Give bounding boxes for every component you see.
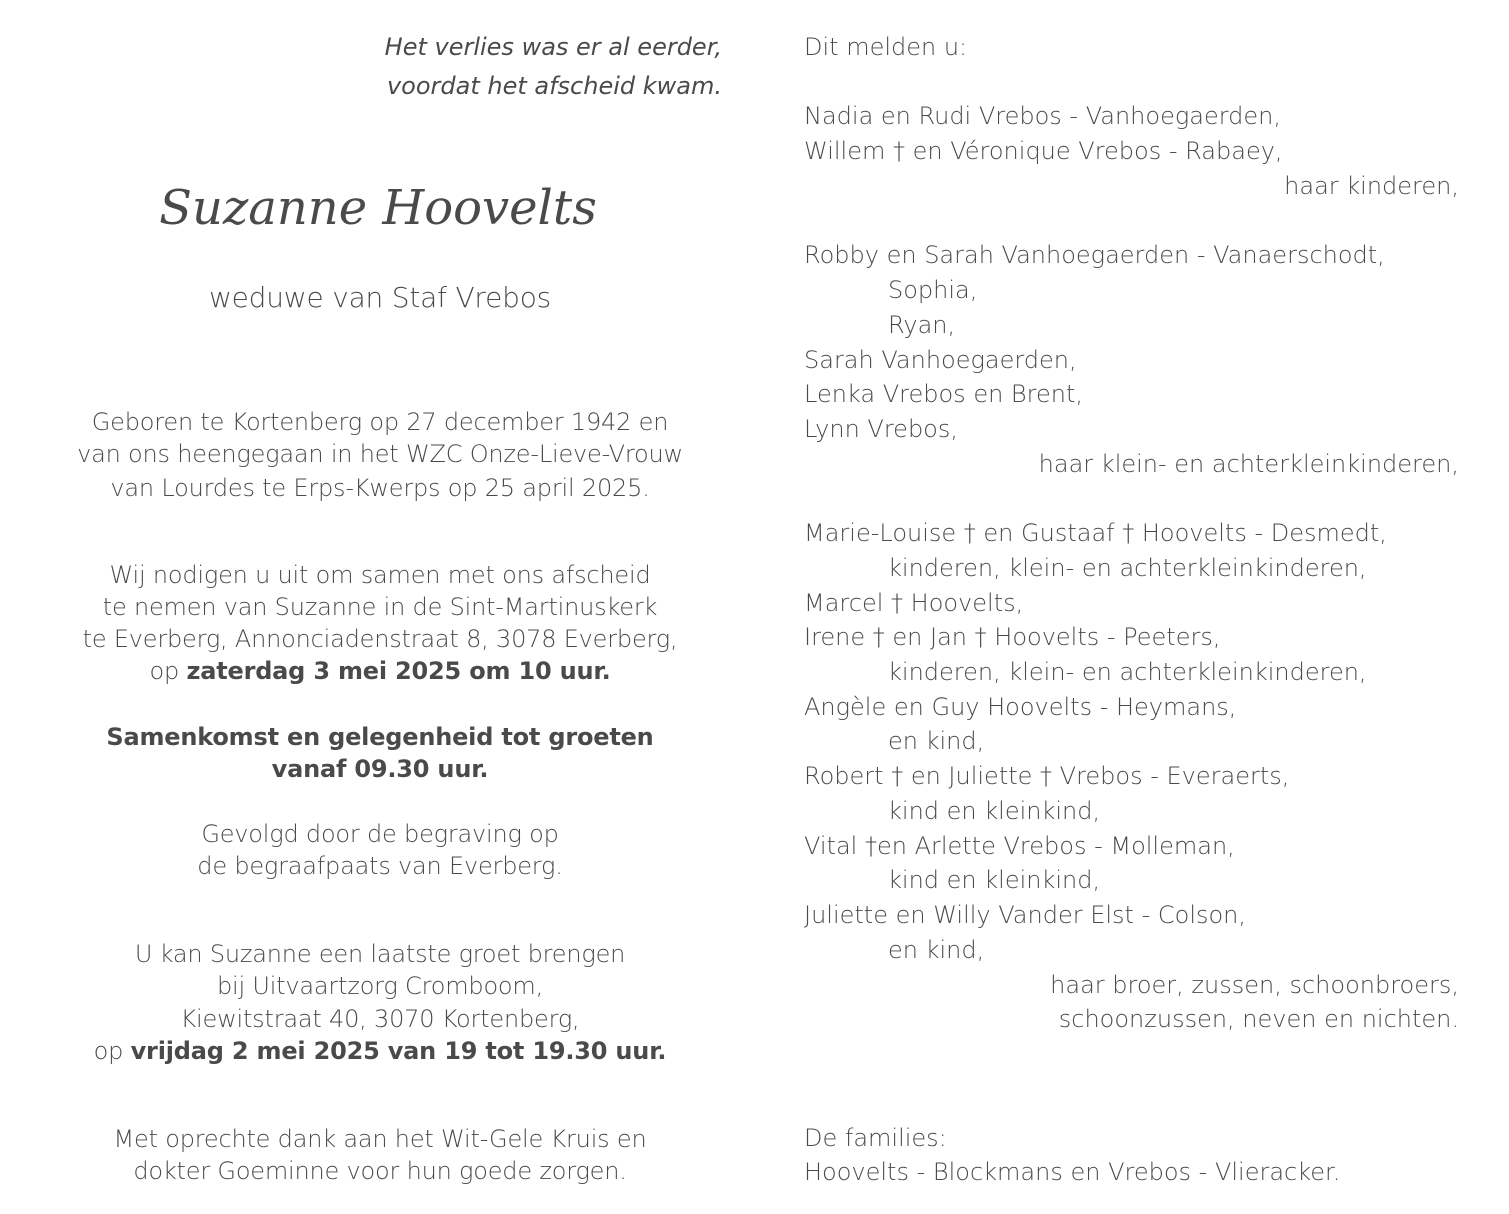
- birth-line-1: Geboren te Kortenberg op 27 december 1942 en: [91, 408, 669, 436]
- visit-line-1: U kan Suzanne een laatste groet brengen: [134, 940, 626, 968]
- sibling-6: Vital †en Arlette Vrebos - Molleman,: [804, 832, 1235, 860]
- grandchild-4: Lynn Vrebos,: [804, 415, 958, 443]
- gathering-line-1: Samenkomst en gelegenheid tot groeten: [106, 723, 654, 751]
- thanks-line-2: dokter Goeminne voor hun goede zorgen.: [133, 1157, 627, 1185]
- motto-line-2: voordat het afscheid kwam.: [386, 72, 722, 100]
- birth-line-3: van Lourdes te Erps-Kwerps op 25 april 2025.: [110, 474, 650, 502]
- service-line-3: te Everberg, Annonciadenstraat 8, 3078 Everberg,: [82, 625, 678, 653]
- sibling-1: Marie-Louise † en Gustaaf † Hoovelts - Desmedt,: [804, 519, 1387, 547]
- siblings-label-1: haar broer, zussen, schoonbroers,: [1050, 971, 1459, 999]
- sibling-4: Angèle en Guy Hoovelts - Heymans,: [804, 693, 1237, 721]
- sibling-5: Robert † en Juliette † Vrebos - Everaerts,: [804, 762, 1290, 790]
- birth-line-2: van ons heengegaan in het WZC Onze-Lieve-Vrouw: [77, 440, 683, 468]
- service-line-4: [0, 659, 760, 683]
- motto-line-1: Het verlies was er al eerder,: [384, 33, 722, 61]
- grandchildren-label: haar klein- en achterkleinkinderen,: [1038, 450, 1459, 478]
- great-grandchild-2: Ryan,: [888, 311, 956, 339]
- sibling-3: Irene † en Jan † Hoovelts - Peeters,: [804, 623, 1221, 651]
- visit-line-3: Kiewitstraat 40, 3070 Kortenberg,: [180, 1005, 580, 1033]
- burial-line-1: Gevolgd door de begraving op: [201, 820, 559, 848]
- gathering-line-2: vanaf 09.30 uur.: [271, 755, 489, 783]
- burial-line-2: de begraafpaats van Everberg.: [197, 852, 563, 880]
- great-grandchild-1: Sophia,: [888, 276, 978, 304]
- sibling-4-kin: en kind,: [888, 727, 985, 755]
- sibling-7: Juliette en Willy Vander Elst - Colson,: [804, 901, 1247, 929]
- sibling-1-kin: kinderen, klein- en achterkleinkinderen,: [888, 554, 1367, 582]
- sibling-2: Marcel † Hoovelts,: [804, 589, 1024, 617]
- grandchild-2: Sarah Vanhoegaerden,: [804, 346, 1077, 374]
- service-prefix: op: [149, 657, 187, 685]
- sibling-5-kin: kind en kleinkind,: [888, 797, 1101, 825]
- families-names: Hoovelts - Blockmans en Vrebos - Vlieracker.: [804, 1158, 1341, 1186]
- visit-line-2: bij Uitvaartzorg Cromboom,: [216, 972, 544, 1000]
- sibling-3-kin: kinderen, klein- en achterkleinkinderen,: [888, 658, 1367, 686]
- thanks-line-1: Met oprechte dank aan het Wit-Gele Kruis en: [113, 1125, 647, 1153]
- deceased-name: Suzanne Hoovelts: [159, 180, 597, 236]
- deceased-subtitle: weduwe van Staf Vrebos: [208, 281, 552, 314]
- service-date: zaterdag 3 mei 2025 om 10 uur.: [186, 657, 611, 685]
- visit-prefix: op: [93, 1037, 131, 1065]
- child-2: Willem † en Véronique Vrebos - Rabaey,: [804, 137, 1283, 165]
- grandchild-3: Lenka Vrebos en Brent,: [804, 380, 1083, 408]
- grandchild-1: Robby en Sarah Vanhoegaerden - Vanaerschodt,: [804, 241, 1385, 269]
- siblings-label-2: schoonzussen, neven en nichten.: [1058, 1005, 1459, 1033]
- sibling-7-kin: en kind,: [888, 936, 985, 964]
- service-line-1: Wij nodigen u uit om samen met ons afscheid: [109, 561, 651, 589]
- visit-date: vrijdag 2 mei 2025 van 19 tot 19.30 uur.: [130, 1037, 667, 1065]
- announce-intro: Dit melden u:: [804, 33, 968, 61]
- visit-line-4: [0, 1039, 760, 1063]
- children-label: haar kinderen,: [1284, 172, 1459, 200]
- families-label: De families:: [804, 1124, 947, 1152]
- child-1: Nadia en Rudi Vrebos - Vanhoegaerden,: [804, 102, 1281, 130]
- sibling-6-kin: kind en kleinkind,: [888, 866, 1101, 894]
- service-line-2: te nemen van Suzanne in de Sint-Martinuskerk: [102, 593, 658, 621]
